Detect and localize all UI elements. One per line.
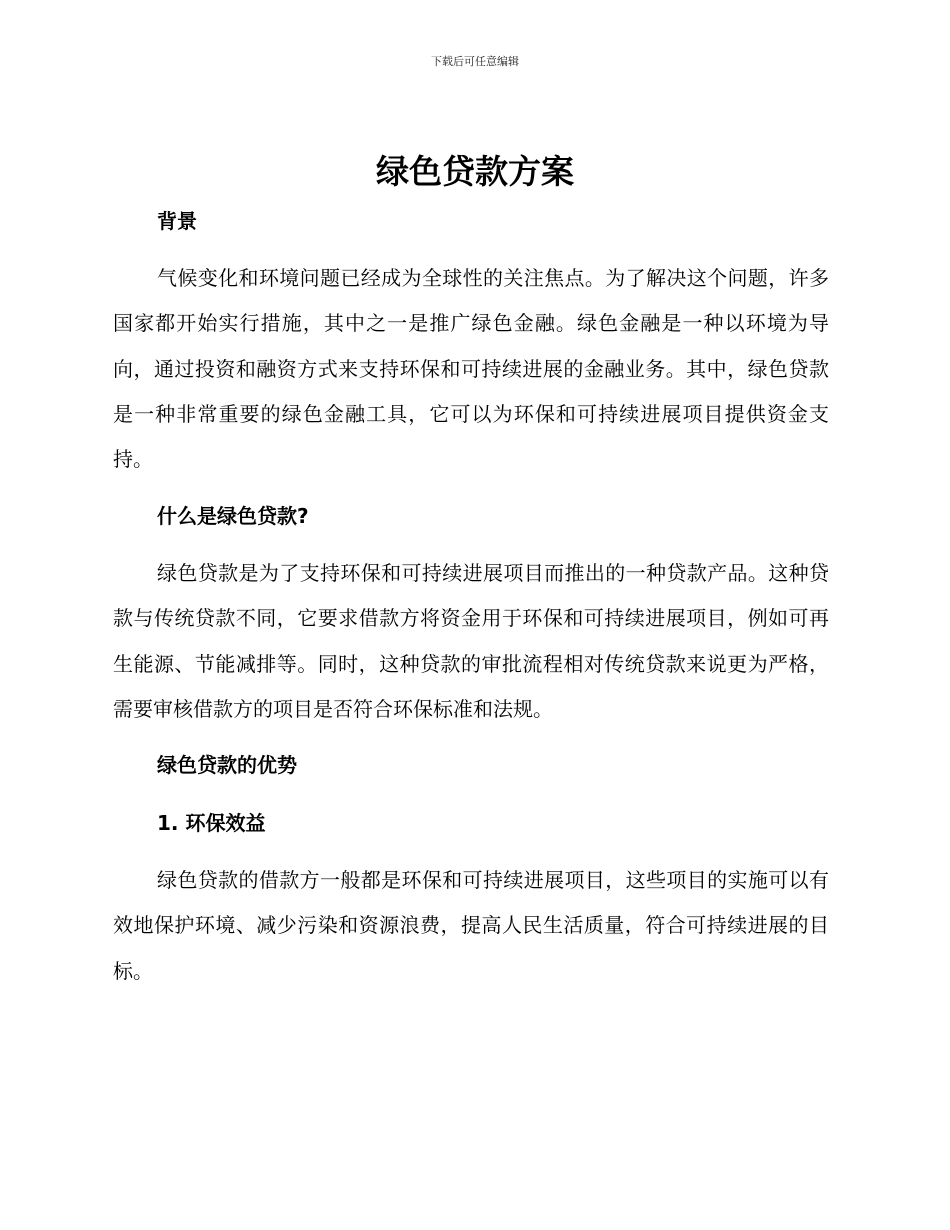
section-heading-what-is-green-loan: 什么是绿色贷款? [157, 504, 309, 528]
section-heading-background: 背景 [157, 209, 197, 233]
section-body-environmental-benefit: 绿色贷款的借款方一般都是环保和可持续进展项目，这些项目的实施可以有效地保护环境、减少污染和资源浪费，提高人民生活质量，符合可持续进展的目标。 [113, 868, 829, 983]
section-body-background: 气候变化和环境问题已经成为全球性的关注焦点。为了解决这个问题，许多国家都开始实行措施，其中之一是推广绿色金融。绿色金融是一种以环境为导向，通过投资和融资方式来支持环保和可持续进展的金融业务。其中，绿色贷款是一种非常重要的绿色金融工具，它可以为环保和可持续进展项目提供资金支持。 [113, 266, 829, 472]
section-heading-environmental-benefit: 1. 环保效益 [157, 811, 266, 835]
document-title: 绿色贷款方案 [376, 152, 574, 191]
section-heading-advantages: 绿色贷款的优势 [157, 753, 297, 777]
page-header-note: 下载后可任意编辑 [431, 55, 519, 68]
section-body-what-is-green-loan: 绿色贷款是为了支持环保和可持续进展项目而推出的一种贷款产品。这种贷款与传统贷款不同，它要求借款方将资金用于环保和可持续进展项目，例如可再生能源、节能减排等。同时，这种贷款的审批流程相对传统贷款来说更为严格，需要审核借款方的项目是否符合环保标准和法规。 [113, 561, 829, 721]
